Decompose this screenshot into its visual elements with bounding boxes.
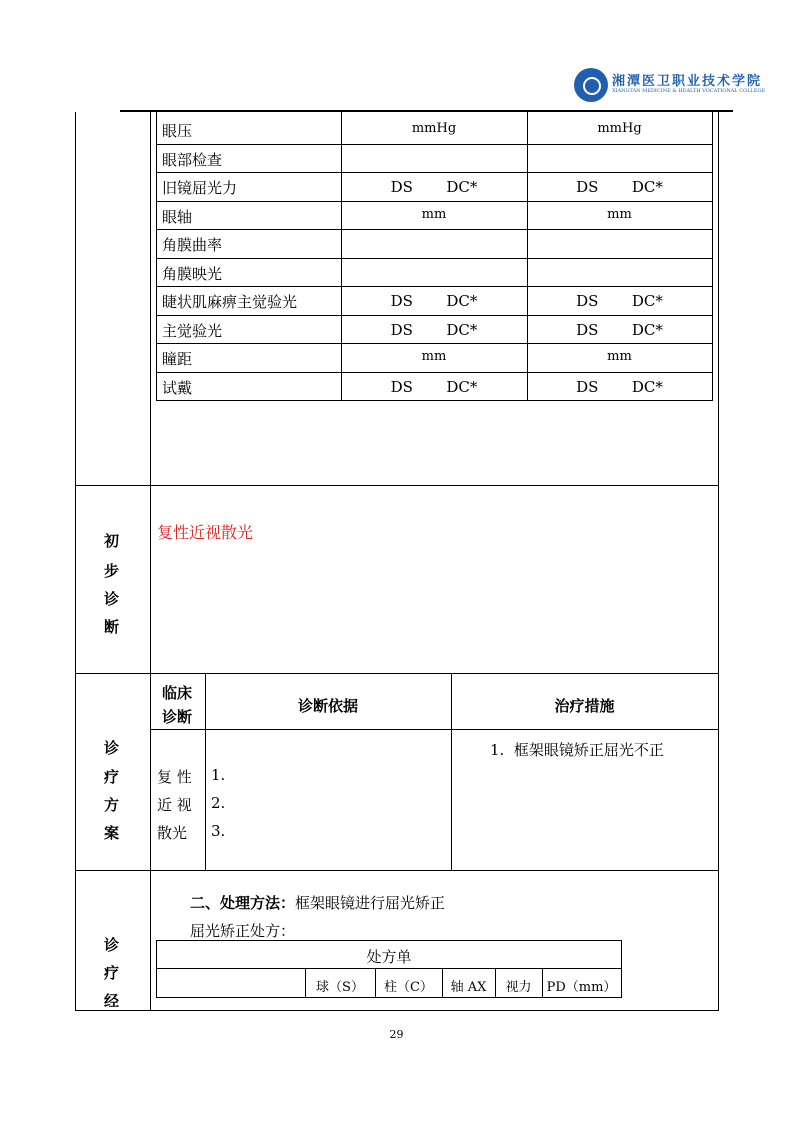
exam-value-od: DS DC* (390, 178, 478, 196)
rx-column-header: 球（S） (316, 980, 364, 995)
rx-column-header: PD（mm） (546, 980, 617, 995)
prelim-diagnosis: 复性近视散光 (157, 523, 254, 542)
exam-label: 瞳距 (162, 350, 193, 368)
treatment-header: 治疗措施 (554, 697, 615, 715)
exam-label: 角膜映光 (162, 264, 223, 283)
clinical-diagnosis-header: 临床诊断 (162, 684, 193, 726)
exam-value-os: DS DC* (576, 320, 663, 339)
exam-value-os: mm (607, 206, 632, 222)
treatment-item: 1. 框架眼镜矫正屈光不正 (490, 741, 664, 759)
exam-label: 眼轴 (162, 207, 193, 226)
exam-value-od: mmHg (411, 121, 457, 136)
rx-title: 处方单 (366, 948, 412, 966)
exam-value-od: DS DC* (390, 292, 478, 310)
diagnosis-line: 近 视 (157, 796, 192, 814)
rx-column-header: 柱（C） (384, 980, 433, 995)
page-number: 29 (389, 1028, 404, 1041)
exam-value-od: mm (421, 206, 447, 222)
exam-label: 旧镜屈光力 (162, 179, 238, 197)
college-logo (574, 68, 608, 102)
diagnosis-line: 散光 (157, 824, 188, 842)
exam-value-os: DS DC* (576, 292, 663, 310)
exam-value-os: mm (607, 349, 632, 364)
diagnosis-line: 复 性 (157, 768, 192, 786)
rx-column-header: 轴 AX (450, 980, 487, 995)
exam-label: 角膜曲率 (162, 236, 223, 254)
basis-item: 2. (211, 794, 226, 812)
exam-label: 睫状肌麻痹主觉验光 (162, 293, 298, 311)
exam-value-os: mmHg (597, 121, 642, 136)
exam-value-od: DS DC* (390, 320, 478, 339)
logo-text-en: XIANGTAN MEDICINE & HEALTH VOCATIONAL COLLEGE (612, 88, 766, 94)
rx-label: 屈光矫正处方： (190, 922, 296, 940)
header-rule (120, 110, 733, 112)
exam-label: 眼压 (162, 122, 193, 140)
basis-item: 1. (211, 766, 226, 784)
exam-value-od: DS DC* (390, 377, 478, 396)
document-page: 湘潭医卫职业技术学院 XIANGTAN MEDICINE & HEALTH VOCATIONAL COLLEGE 眼压 mmHg mmHg 眼部检查 旧镜屈光力 DS DC* DS DC* 眼轴 mm mm 角膜曲率 角膜映光 睫状肌麻痹主觉验光 DS DC* DS DC* 主觉验光 DS DC* DS DC* 瞳距 mm mm 试戴 DS DC* DS DC* 初 步 诊 断 复性近视散光 诊 疗 方 案 临床诊断 诊断依据 治疗措施 复 性 近 视 散光 1. 2. 3. 1. 框架眼镜矫正屈光不正 诊 疗 经 二、处理方法：框架眼镜进行屈光矫正 屈光矫正处方： 处方单 球（S） 柱（C） 轴 AX 视力 PD（mm） 29 (0, 0, 793, 1122)
rx-column-header: 视力 (505, 980, 532, 995)
basis-header: 诊断依据 (297, 697, 358, 715)
basis-item: 3. (211, 822, 226, 840)
exam-value-os: DS DC* (576, 377, 663, 396)
exam-value-os: DS DC* (576, 178, 663, 196)
exam-label: 主觉验光 (162, 321, 223, 340)
method-line: 二、处理方法：框架眼镜进行屈光矫正 (190, 894, 446, 912)
exam-value-od: mm (421, 349, 447, 364)
logo-text-cn: 湘潭医卫职业技术学院 (612, 74, 763, 89)
exam-label: 试戴 (162, 378, 193, 397)
exam-label: 眼部检查 (162, 150, 223, 169)
